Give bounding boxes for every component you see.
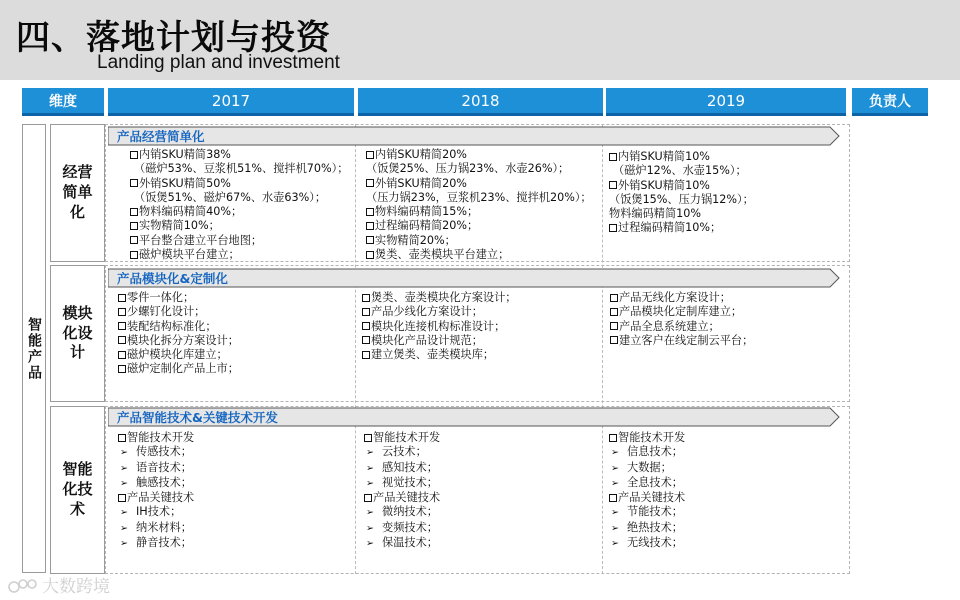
list-item-text: 微纳技术； <box>382 505 438 519</box>
arrow-bullet-icon: ➢ <box>120 507 128 519</box>
list-item <box>118 476 352 491</box>
list-item-text: 智能技术开发 <box>618 431 686 444</box>
list-item <box>609 179 845 193</box>
arrow-bullet-icon: ➢ <box>611 507 619 519</box>
list-item <box>130 191 352 205</box>
list-item-text: 过程编码精简10%； <box>618 221 722 235</box>
list-item-text: 外销SKU精简10% <box>618 178 710 192</box>
row-banner-operation <box>108 126 840 146</box>
list-item-text: 纳米材料； <box>136 520 192 534</box>
list-item-text: 物料编码精简15%； <box>375 205 479 219</box>
row-label-modular <box>50 265 105 402</box>
list-item-text: 内销SKU精简10% <box>618 150 710 163</box>
checkbox-bullet-icon <box>366 179 374 187</box>
checkbox-bullet-icon <box>362 336 370 344</box>
list-item-text: 产品关键技术 <box>618 491 686 505</box>
list-item-text: （饭煲25%、压力锅23%、水壶26%）； <box>366 162 570 176</box>
banner-arrow-shape <box>108 126 840 146</box>
row-label-operation <box>50 124 105 262</box>
checkbox-bullet-icon <box>610 322 618 330</box>
checkbox-bullet-icon <box>130 179 138 187</box>
checkbox-bullet-icon <box>610 308 618 316</box>
row-label-text: 模块化设计 <box>62 303 93 362</box>
list-item <box>118 491 352 505</box>
list-item <box>366 205 602 219</box>
row-label-text: 经营简单化 <box>62 163 93 221</box>
list-item <box>362 348 600 362</box>
page-title: 四、落地计划与投资 <box>16 18 331 58</box>
list-item <box>364 461 600 476</box>
checkbox-bullet-icon <box>118 308 126 316</box>
checkbox-bullet-icon <box>118 336 126 344</box>
banner-label: 产品智能技术&关键技术开发 <box>117 410 278 425</box>
list-item <box>130 234 352 248</box>
arrow-bullet-icon: ➢ <box>120 477 128 489</box>
checkbox-bullet-icon <box>130 208 138 216</box>
list-item <box>364 445 600 460</box>
cell-modular-2018 <box>362 291 600 362</box>
list-item <box>364 491 600 505</box>
checkbox-bullet-icon <box>364 434 372 442</box>
arrow-bullet-icon: ➢ <box>611 477 619 489</box>
list-item-text: 物料编码精简10% <box>609 207 701 221</box>
list-item-text: （磁炉12%、水壶15%）； <box>613 164 747 178</box>
watermark-logo-icon <box>8 578 42 594</box>
list-item-text: 产品少线化方案设计； <box>371 305 483 319</box>
list-item-text: 零件一体化； <box>127 291 195 304</box>
checkbox-bullet-icon <box>130 222 138 230</box>
list-item <box>118 536 352 551</box>
checkbox-bullet-icon <box>366 151 374 159</box>
list-item <box>366 234 602 248</box>
list-item <box>118 334 352 348</box>
list-item-text: 大数据； <box>627 460 672 474</box>
checkbox-bullet-icon <box>118 434 126 442</box>
checkbox-bullet-icon <box>130 151 138 159</box>
list-item-text: （饭煲15%、压力锅12%）； <box>609 192 754 206</box>
page-subtitle: Landing plan and investment <box>97 52 340 73</box>
list-item-text: 建立煲类、壶类模块库； <box>371 348 495 362</box>
checkbox-bullet-icon <box>130 236 138 244</box>
checkbox-bullet-icon <box>609 224 617 232</box>
checkbox-bullet-icon <box>362 351 370 359</box>
list-item <box>609 491 845 505</box>
list-item-text: 云技术； <box>382 445 427 459</box>
header-year-2017: 2017 <box>108 88 354 116</box>
list-item-text: 物料编码精简40%； <box>139 205 243 219</box>
arrow-bullet-icon: ➢ <box>366 477 374 489</box>
list-item <box>609 221 845 235</box>
list-item <box>609 207 845 221</box>
list-item-text: 平台整合建立平台地图； <box>139 233 263 247</box>
list-item <box>118 305 352 319</box>
list-item <box>610 334 844 348</box>
list-item <box>364 505 600 520</box>
list-item-text: 装配结构标准化； <box>127 319 217 333</box>
arrow-bullet-icon: ➢ <box>611 522 619 534</box>
checkbox-bullet-icon <box>118 294 126 302</box>
watermark-text: 大数跨境 <box>42 577 110 597</box>
list-item <box>609 476 845 491</box>
list-item-text: 触感技术； <box>136 475 192 489</box>
list-item-text: 模块化拆分方案设计； <box>127 333 239 347</box>
list-item-text: （压力锅23%，豆浆机23%、搅拌机20%）； <box>366 190 592 204</box>
list-item-text: 保温技术； <box>382 536 438 550</box>
list-item-text: 产品关键技术 <box>127 491 195 505</box>
list-item-text: 智能技术开发 <box>373 431 441 444</box>
checkbox-bullet-icon <box>362 308 370 316</box>
header-owner: 负责人 <box>852 88 928 116</box>
list-item <box>366 219 602 233</box>
list-item <box>118 445 352 460</box>
arrow-bullet-icon: ➢ <box>366 462 374 474</box>
header-year-2018: 2018 <box>358 88 603 116</box>
list-item <box>609 521 845 536</box>
arrow-bullet-icon: ➢ <box>366 507 374 519</box>
checkbox-bullet-icon <box>362 322 370 330</box>
list-item-text: 煲类、壶类模块平台建立； <box>375 248 510 262</box>
checkbox-bullet-icon <box>130 251 138 259</box>
list-item <box>130 177 352 191</box>
cell-smart-tech-2019 <box>609 431 845 551</box>
list-item <box>366 162 602 176</box>
checkbox-bullet-icon <box>118 365 126 373</box>
list-item <box>609 461 845 476</box>
arrow-bullet-icon: ➢ <box>120 522 128 534</box>
checkbox-bullet-icon <box>364 494 372 502</box>
arrow-bullet-icon: ➢ <box>120 538 128 550</box>
checkbox-bullet-icon <box>609 494 617 502</box>
list-item-text: 煲类、壶类模块化方案设计； <box>371 291 517 304</box>
checkbox-bullet-icon <box>366 236 374 244</box>
arrow-bullet-icon: ➢ <box>611 538 619 550</box>
dimension-label-text: 智能产品 <box>26 316 42 381</box>
list-item-text: 模块化产品设计规范； <box>371 333 483 347</box>
list-item-text: IH技术； <box>136 505 182 519</box>
list-item-text: 视觉技术； <box>382 475 438 489</box>
cell-modular-2019 <box>610 291 844 348</box>
checkbox-bullet-icon <box>366 208 374 216</box>
list-item-text: 变频技术； <box>382 520 438 534</box>
list-item <box>364 536 600 551</box>
list-item-text: 建立客户在线定制云平台； <box>619 333 754 347</box>
list-item-text: 内销SKU精简20% <box>375 148 467 161</box>
checkbox-bullet-icon <box>118 494 126 502</box>
list-item <box>130 219 352 233</box>
list-item <box>609 150 845 164</box>
list-item-text: （磁炉53%、豆浆机51%、搅拌机70%）； <box>134 162 349 176</box>
list-item <box>364 521 600 536</box>
list-item-text: 智能技术开发 <box>127 431 195 444</box>
dimension-label-smart-product <box>22 124 46 573</box>
list-item <box>118 505 352 520</box>
checkbox-bullet-icon <box>362 294 370 302</box>
list-item-text: 产品模块化定制库建立； <box>619 305 743 319</box>
list-item-text: 语音技术； <box>136 460 192 474</box>
checkbox-bullet-icon <box>118 351 126 359</box>
list-item <box>364 476 600 491</box>
cell-operation-2018 <box>366 148 602 262</box>
list-item-text: 少螺钉化设计； <box>127 305 206 319</box>
row-banner-smart-tech <box>108 407 840 427</box>
list-item-text: 产品关键技术 <box>373 491 441 505</box>
arrow-bullet-icon: ➢ <box>120 447 128 459</box>
list-item <box>130 205 352 219</box>
arrow-bullet-icon: ➢ <box>366 538 374 550</box>
list-item <box>362 320 600 334</box>
list-item <box>130 148 352 162</box>
list-item-text: 绝热技术； <box>627 520 683 534</box>
list-item-text: 信息技术； <box>627 445 683 459</box>
header-dimension: 维度 <box>22 88 104 116</box>
list-item <box>609 505 845 520</box>
list-item-text: 磁炉模块化库建立； <box>127 348 228 362</box>
list-item <box>610 291 844 305</box>
row-label-text: 智能化技术 <box>62 460 93 518</box>
watermark <box>8 572 110 597</box>
list-item <box>609 536 845 551</box>
list-item <box>610 320 844 334</box>
list-item-text: 磁炉模块平台建立； <box>139 248 240 262</box>
list-item <box>609 431 845 445</box>
list-item-text: 传感技术； <box>136 445 192 459</box>
list-item-text: 产品全息系统建立； <box>619 319 720 333</box>
row-label-smart-tech <box>50 406 105 574</box>
checkbox-bullet-icon <box>118 322 126 330</box>
arrow-bullet-icon: ➢ <box>611 447 619 459</box>
list-item <box>366 177 602 191</box>
list-item <box>366 248 602 262</box>
list-item-text: 感知技术； <box>382 460 438 474</box>
list-item <box>362 291 600 305</box>
list-item <box>362 305 600 319</box>
banner-label: 产品经营简单化 <box>117 129 205 144</box>
list-item <box>118 461 352 476</box>
cell-operation-2019 <box>609 150 845 236</box>
list-item-text: （饭煲51%、磁炉67%、水壶63%）； <box>134 190 327 204</box>
list-item-text: 过程编码精简20%； <box>375 219 479 233</box>
checkbox-bullet-icon <box>609 434 617 442</box>
cell-smart-tech-2017 <box>118 431 352 551</box>
list-item-text: 静音技术； <box>136 536 192 550</box>
cell-operation-2017 <box>130 148 352 262</box>
list-item-text: 磁炉定制化产品上市； <box>127 362 239 376</box>
list-item-text: 无线技术； <box>627 536 683 550</box>
arrow-bullet-icon: ➢ <box>366 522 374 534</box>
cell-smart-tech-2018 <box>364 431 600 551</box>
list-item-text: 实物精简20%； <box>375 233 456 247</box>
list-item-text: 模块化连接机构标准设计； <box>371 319 506 333</box>
checkbox-bullet-icon <box>366 222 374 230</box>
list-item <box>118 521 352 536</box>
list-item <box>118 431 352 445</box>
year-divider <box>355 124 356 574</box>
list-item <box>362 334 600 348</box>
checkbox-bullet-icon <box>610 294 618 302</box>
checkbox-bullet-icon <box>609 153 617 161</box>
cell-modular-2017 <box>118 291 352 377</box>
list-item-text: 外销SKU精简50% <box>139 176 231 190</box>
list-item <box>366 148 602 162</box>
list-item-text: 外销SKU精简20% <box>375 176 467 190</box>
list-item <box>118 320 352 334</box>
arrow-bullet-icon: ➢ <box>366 447 374 459</box>
list-item <box>364 431 600 445</box>
year-divider <box>602 124 603 574</box>
list-item <box>118 291 352 305</box>
list-item-text: 全息技术； <box>627 475 683 489</box>
row-banner-modular <box>108 268 840 288</box>
list-item <box>118 348 352 362</box>
header-year-2019: 2019 <box>606 88 846 116</box>
list-item <box>609 164 845 178</box>
list-item-text: 实物精简10%； <box>139 219 220 233</box>
list-item <box>366 191 602 205</box>
list-item <box>609 193 845 207</box>
list-item <box>610 305 844 319</box>
arrow-bullet-icon: ➢ <box>120 462 128 474</box>
list-item-text: 节能技术； <box>627 505 683 519</box>
checkbox-bullet-icon <box>610 336 618 344</box>
arrow-bullet-icon: ➢ <box>611 462 619 474</box>
checkbox-bullet-icon <box>609 181 617 189</box>
list-item <box>130 248 352 262</box>
banner-label: 产品模块化&定制化 <box>117 271 228 286</box>
checkbox-bullet-icon <box>366 251 374 259</box>
list-item <box>130 162 352 176</box>
list-item <box>118 362 352 376</box>
list-item-text: 内销SKU精简38% <box>139 148 231 161</box>
list-item-text: 产品无线化方案设计； <box>619 291 731 304</box>
list-item <box>609 445 845 460</box>
